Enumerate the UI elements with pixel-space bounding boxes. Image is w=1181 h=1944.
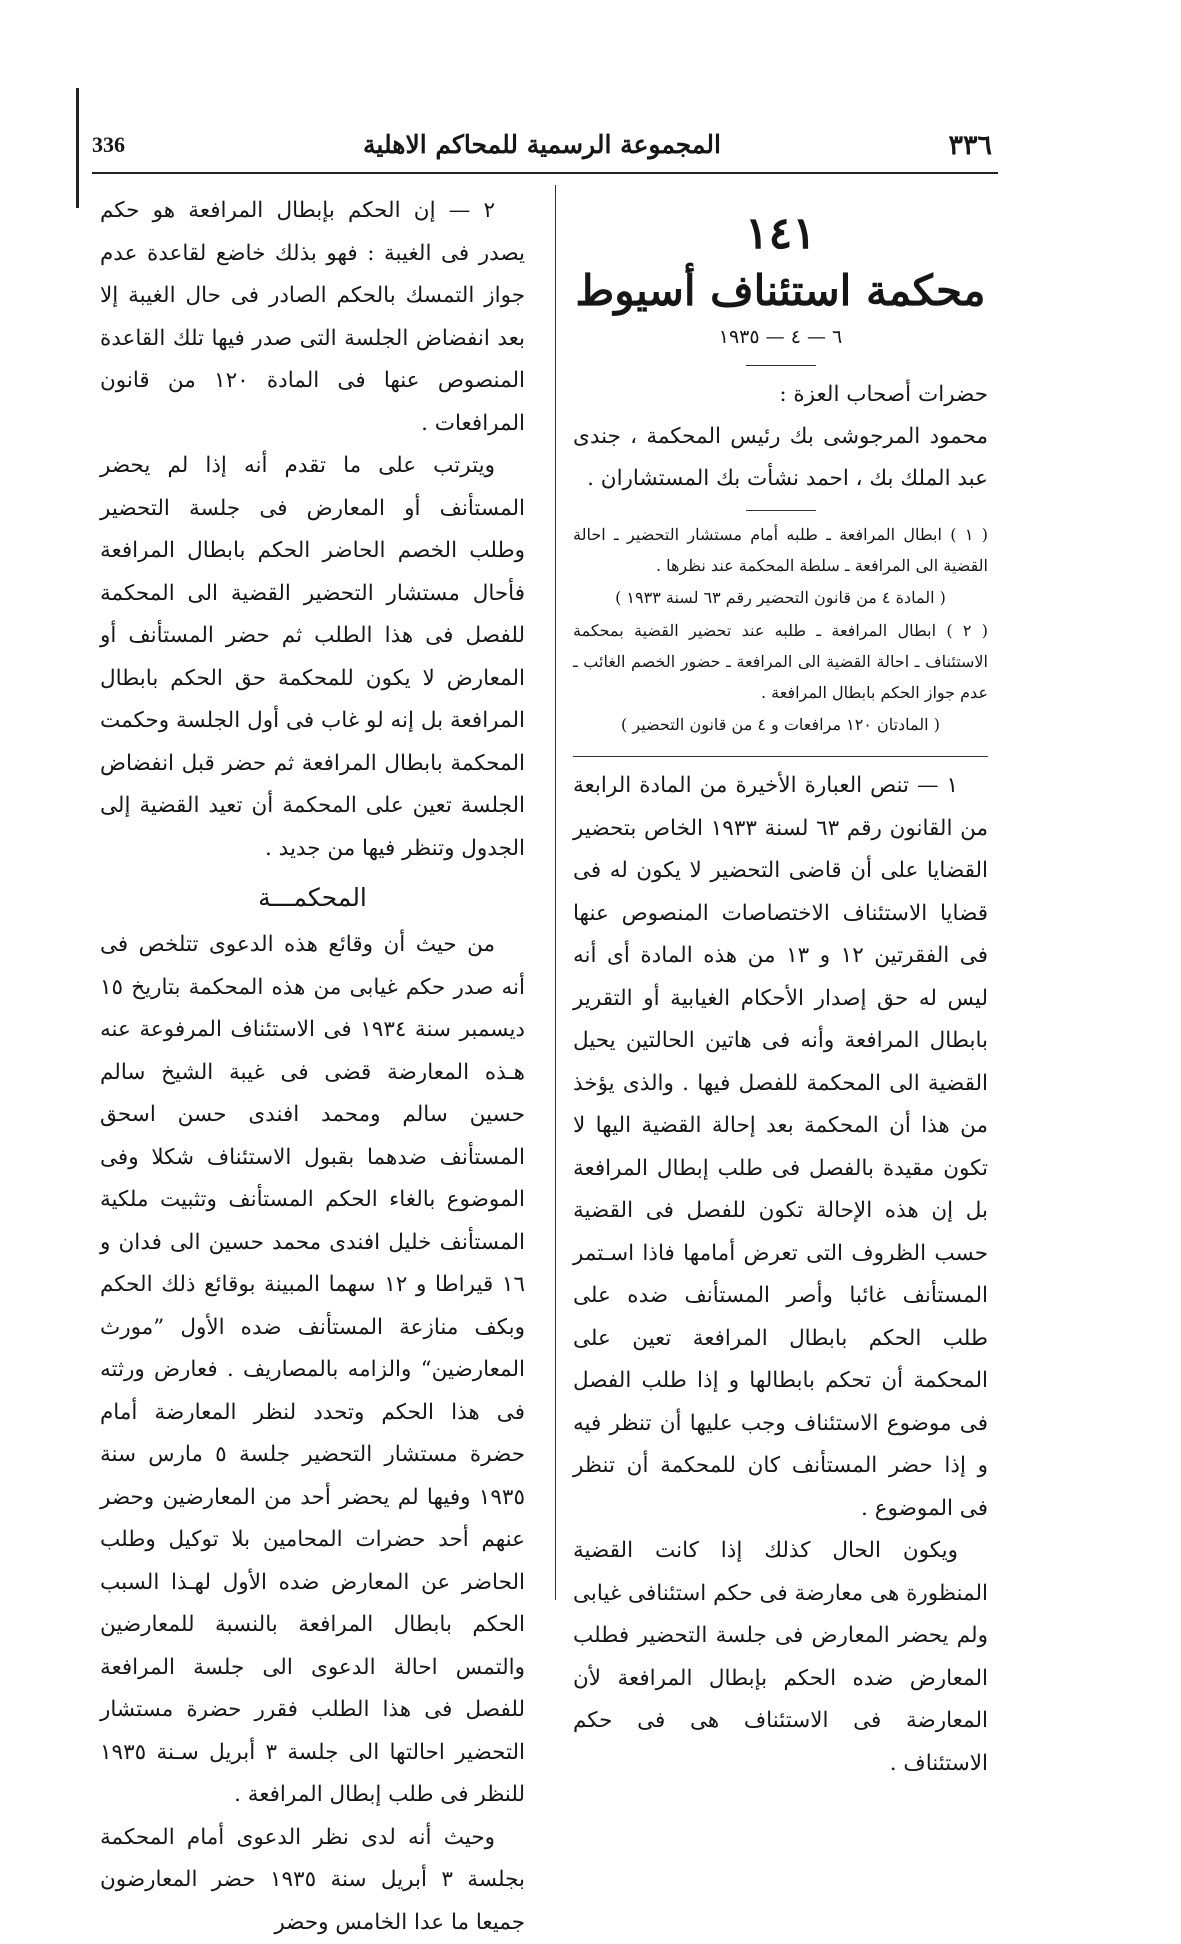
divider [746,365,816,366]
summary-item: ( ٢ ) ابطال المرافعة ـ طلبه عند تحضير القضية بمحكمة الاستئناف ـ احالة القضية الى المرافعة ـ حضور الخصم الغائب ـ عدم جواز الحكم بابطال المرافعة . [573,615,988,708]
divider [573,756,988,757]
principle-paragraph: ١ — تنص العبارة الأخيرة من المادة الرابعة من القانون رقم ٦٣ لسنة ١٩٣٣ الخاص بتحضير القضايا على أن قاضى التحضير لا يكون له فى قضايا الاستئناف الاختصاصات المنصوص عنها فى الفقرتين ١٢ و ١٣ من هذه المادة أى أنه ليس له حق إصدار الأحكام الغيابية أو التقرير بابطال المرافعة وأنه فى هاتين الحالتين يحيل القضية الى المحكمة للفصل فيها . والذى يؤخذ من هذا أن المحكمة بعد إحالة القضية اليها لا تكون مقيدة بالفصل فى طلب إبطال المرافعة بل إن هذه الإحالة تكون للفصل فى القضية حسب الظروف التى تعرض أمامها فاذا اسـتمر المستأنف غائبا وأصر المستأنف ضده على طلب الحكم بابطال المرافعة تعين على المحكمة أن تحكم بابطالها و إذا طلب الفصل فى موضوع الاستئناف وجب عليها أن تنظر فيه و إذا حضر المستأنف كان للمحكمة أن تنظر فى الموضوع . [573,765,988,1530]
section-heading: المحكمـــة [100,874,525,922]
judges-names: محمود المرجوشى بك رئيس المحكمة ، جندى عبد الملك بك ، احمد نشأت بك المستشاران . [573,416,988,500]
principle-paragraph: ٢ — إن الحكم بإبطال المرافعة هو حكم يصدر فى الغيبة : فهو بذلك خاضع لقاعدة عدم جواز التمسك بالحكم الصادر فى حال الغيبة إلا بعد انفضاض الجلسة التى صدر فيها تلك القاعدة المنصوص عنها فى المادة ١٢٠ من قانون المرافعات . [100,190,525,445]
page-header [92,124,992,176]
page-number-arabic: ٣٣٦ [948,130,992,161]
divider [746,510,816,511]
judges-intro: حضرات أصحاب العزة : [573,374,988,416]
column-divider [555,185,556,1600]
header-rule [92,172,998,174]
judgment-date: ٦ — ٤ — ١٩٣٥ [573,319,988,355]
summary-item: ( ١ ) ابطال المرافعة ـ طلبه أمام مستشار التحضير ـ احالة القضية الى المرافعة ـ سلطة المحكمة عند نظرها . [573,519,988,581]
right-column [573,205,988,1785]
principle-paragraph: ويترتب على ما تقدم أنه إذا لم يحضر المستأنف أو المعارض فى جلسة التحضير وطلب الخصم الحاضر الحكم بابطال المرافعة فأحال مستشار التحضير القضية الى المحكمة للفصل فى هذا الطلب ثم حضر المستأنف أو المعارض لا يكون للمحكمة حق الحكم بابطال المرافعة بل إنه لو غاب فى أول الجلسة وحكمت المحكمة بابطال المرافعة ثم حضر قبل انفضاض الجلسة تعين على المحكمة أن تعيد القضية إلى الجدول وتنظر فيها من جديد . [100,445,525,870]
body-paragraph: وحيث أنه لدى نظر الدعوى أمام المحكمة بجلسة ٣ أبريل سنة ١٩٣٥ حضر المعارضون جميعا ما عدا الخامس وحضر [100,1817,525,1944]
summary-reference: ( المادتان ١٢٠ مرافعات و ٤ من قانون التحضير ) [573,708,988,742]
court-name: محكمة استئناف أسيوط [573,263,988,319]
left-column [100,190,525,1944]
page-number-latin: 336 [92,132,125,158]
binding-margin-line [76,88,79,208]
summary-reference: ( المادة ٤ من قانون التحضير رقم ٦٣ لسنة ١٩٣٣ ) [573,581,988,615]
principle-paragraph: ويكون الحال كذلك إذا كانت القضية المنظورة هى معارضة فى حكم استئنافى غيابى ولم يحضر المعارض فى جلسة التحضير فطلب المعارض ضده الحكم بإبطال المرافعة لأن المعارضة فى الاستئناف هى فى حكم الاستئناف . [573,1530,988,1785]
publication-title: المجموعة الرسمية للمحاكم الاهلية [92,130,992,159]
case-number: ١٤١ [573,205,988,263]
body-paragraph: من حيث أن وقائع هذه الدعوى تتلخص فى أنه صدر حكم غيابى من هذه المحكمة بتاريخ ١٥ ديسمبر سنة ١٩٣٤ فى الاستئناف المرفوعة عنه هـذه المعارضة قضى فى غيبة الشيخ سالم حسين سالم ومحمد افندى حسن اسحق المستأنف ضدهما بقبول الاستئناف شكلا وفى الموضوع بالغاء الحكم المستأنف وتثبيت ملكية المستأنف خليل افندى محمد حسين الى فدان و ١٦ قيراطا و ١٢ سهما المبينة بوقائع ذلك الحكم وبكف منازعة المستأنف ضده الأول ”مورث المعارضين“ والزامه بالمصاريف . فعارض ورثته فى هذا الحكم وتحدد لنظر المعارضة أمام حضرة مستشار التحضير جلسة ٥ مارس سنة ١٩٣٥ وفيها لم يحضر أحد من المعارضين وحضر عنهم أحد حضرات المحامين بلا توكيل وطلب الحاضر عن المعارض ضده الأول لهـذا السبب الحكم بابطال المرافعة بالنسبة للمعارضين والتمس احالة الدعوى الى جلسة المرافعة للفصل فى هذا الطلب فقرر حضرة مستشار التحضير احالتها الى جلسة ٣ أبريل سـنة ١٩٣٥ للنظر فى طلب إبطال المرافعة . [100,924,525,1817]
